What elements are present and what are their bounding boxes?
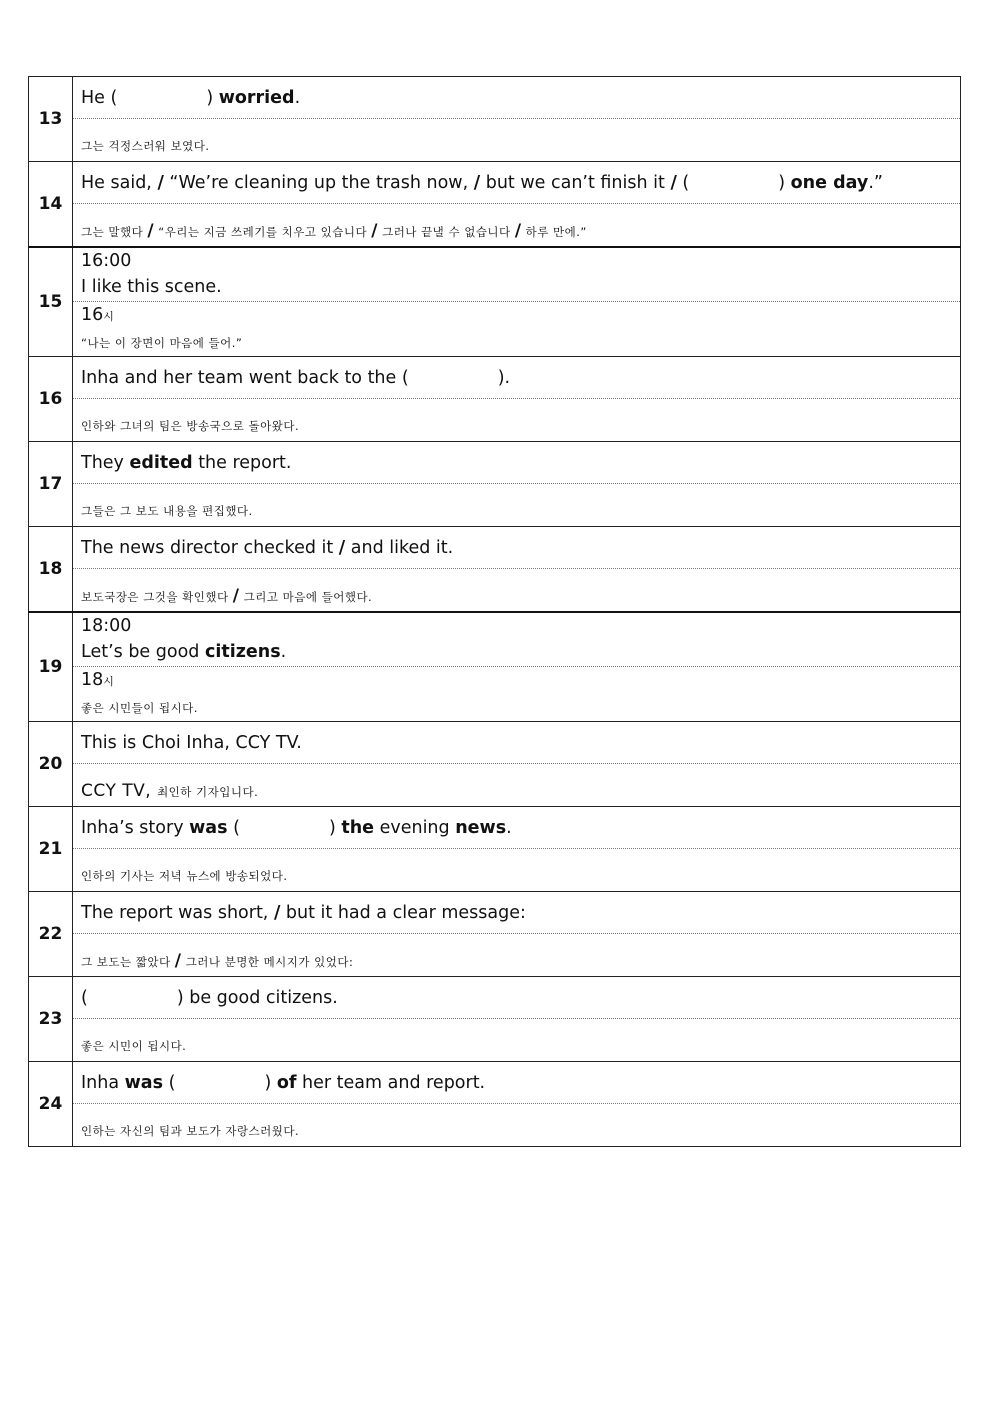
english-sentence: Let’s be good citizens. bbox=[73, 641, 960, 667]
english-sentence: The report was short, / but it had a clear message: bbox=[73, 892, 960, 934]
row-number: 17 bbox=[29, 442, 73, 527]
row-content bbox=[73, 442, 961, 527]
row-content bbox=[73, 162, 961, 248]
sentence-row-23 bbox=[29, 977, 961, 1062]
english-sentence: The news director checked it / and liked it. bbox=[73, 527, 960, 569]
sentence-row-15 bbox=[29, 247, 961, 357]
row-number: 23 bbox=[29, 977, 73, 1062]
sentence-row-17 bbox=[29, 442, 961, 527]
row-content bbox=[73, 977, 961, 1062]
row-number: 21 bbox=[29, 807, 73, 892]
english-sentence: They edited the report. bbox=[73, 442, 960, 484]
sentence-row-16 bbox=[29, 357, 961, 442]
answer-blank[interactable] bbox=[93, 988, 171, 1008]
row-content bbox=[73, 807, 961, 892]
korean-translation: CCY TV, 최인하 기자입니다. bbox=[81, 781, 259, 801]
answer-blank[interactable] bbox=[123, 88, 201, 108]
row-content bbox=[73, 527, 961, 613]
korean-time-stamp: 16시 bbox=[81, 305, 114, 325]
row-number: 19 bbox=[29, 612, 73, 722]
sentence-row-22 bbox=[29, 892, 961, 977]
time-stamp: 16:00 bbox=[81, 251, 132, 271]
row-number: 18 bbox=[29, 527, 73, 613]
english-sentence: I like this scene. bbox=[73, 276, 960, 302]
korean-translation: 그는 걱정스러워 보였다. bbox=[81, 139, 210, 153]
english-sentence: Inha was ( ) of her team and report. bbox=[73, 1062, 960, 1104]
korean-translation: 좋은 시민이 됩시다. bbox=[81, 1039, 187, 1053]
time-stamp: 18:00 bbox=[81, 616, 132, 636]
answer-blank[interactable] bbox=[245, 818, 323, 838]
korean-translation: 그는 말했다 / “우리는 지금 쓰레기를 치우고 있습니다 / 그러나 끝낼 수 없습니다 / 하루 만에.” bbox=[81, 221, 587, 241]
sentence-row-14 bbox=[29, 162, 961, 248]
sentence-row-13 bbox=[29, 77, 961, 162]
row-content bbox=[73, 612, 961, 722]
english-sentence: This is Choi Inha, CCY TV. bbox=[73, 722, 960, 764]
korean-translation: 그 보도는 짧았다 / 그러나 분명한 메시지가 있었다: bbox=[81, 951, 354, 971]
sentence-row-18 bbox=[29, 527, 961, 613]
korean-translation: 인하와 그녀의 팀은 방송국으로 돌아왔다. bbox=[81, 419, 300, 433]
row-number: 13 bbox=[29, 77, 73, 162]
row-number: 16 bbox=[29, 357, 73, 442]
row-content bbox=[73, 247, 961, 357]
row-content bbox=[73, 892, 961, 977]
row-number: 22 bbox=[29, 892, 73, 977]
answer-blank[interactable] bbox=[695, 173, 773, 193]
row-content bbox=[73, 357, 961, 442]
korean-time-stamp: 18시 bbox=[81, 670, 114, 690]
korean-translation: 좋은 시민들이 됩시다. bbox=[81, 701, 198, 715]
english-sentence: He ( ) worried. bbox=[73, 77, 960, 119]
row-number: 15 bbox=[29, 247, 73, 357]
worksheet-table bbox=[28, 76, 961, 1147]
answer-blank[interactable] bbox=[181, 1073, 259, 1093]
english-sentence: Inha and her team went back to the ( ). bbox=[73, 357, 960, 399]
korean-translation: 그들은 그 보도 내용을 편집했다. bbox=[81, 504, 253, 518]
korean-translation: 인하의 기사는 저녁 뉴스에 방송되었다. bbox=[81, 869, 288, 883]
sentence-row-20 bbox=[29, 722, 961, 807]
english-sentence: ( ) be good citizens. bbox=[73, 977, 960, 1019]
row-number: 14 bbox=[29, 162, 73, 248]
row-content bbox=[73, 1062, 961, 1147]
korean-translation: 인하는 자신의 팀과 보도가 자랑스러웠다. bbox=[81, 1124, 300, 1138]
row-content bbox=[73, 77, 961, 162]
sentence-row-19 bbox=[29, 612, 961, 722]
sentence-row-24 bbox=[29, 1062, 961, 1147]
row-number: 20 bbox=[29, 722, 73, 807]
english-sentence: Inha’s story was ( ) the evening news. bbox=[73, 807, 960, 849]
sentence-row-21 bbox=[29, 807, 961, 892]
korean-translation: “나는 이 장면이 마음에 들어.” bbox=[81, 336, 243, 350]
answer-blank[interactable] bbox=[414, 368, 492, 388]
row-number: 24 bbox=[29, 1062, 73, 1147]
korean-translation: 보도국장은 그것을 확인했다 / 그리고 마음에 들어했다. bbox=[81, 586, 373, 606]
row-content bbox=[73, 722, 961, 807]
english-sentence: He said, / “We’re cleaning up the trash now, / but we can’t finish it / ( ) one day.” bbox=[73, 162, 960, 204]
